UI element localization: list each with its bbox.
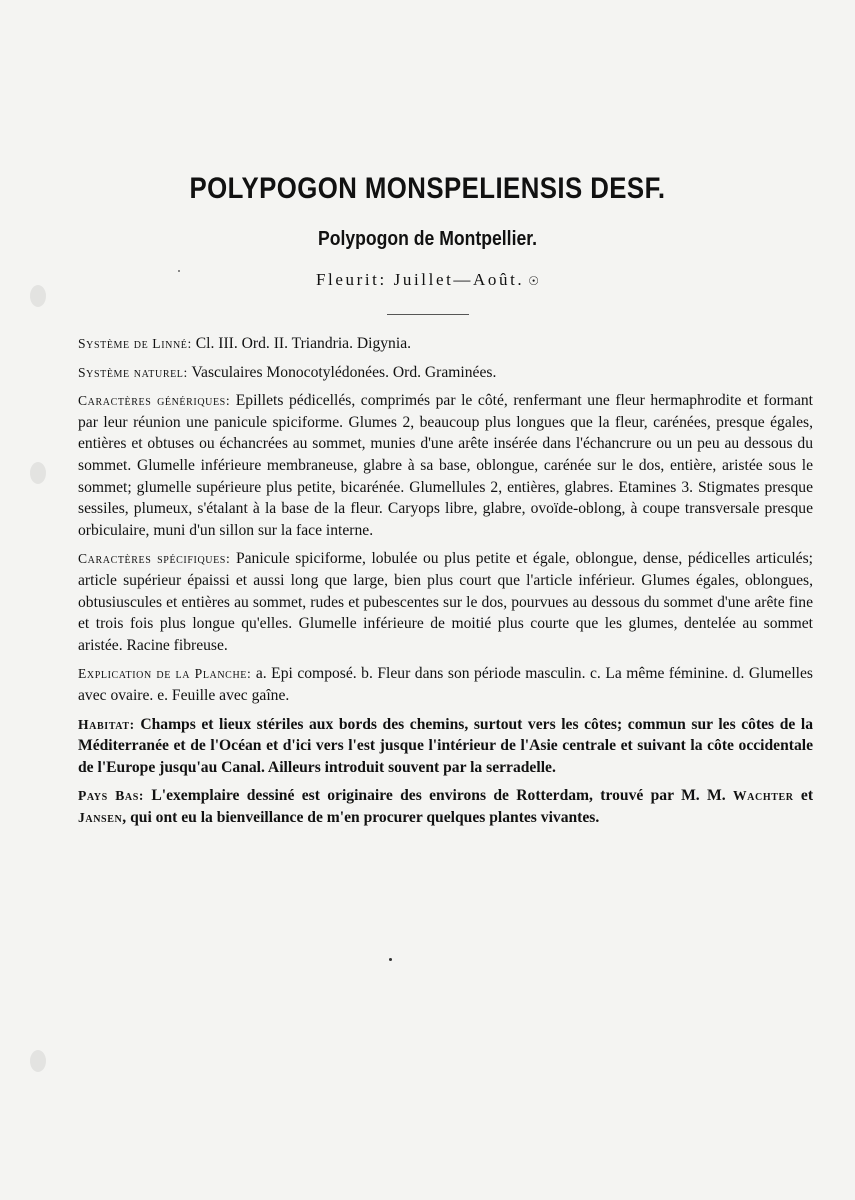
section-lead: Explication de la Planche: [78, 666, 252, 682]
section-specifiques [78, 548, 813, 656]
title-divider [387, 314, 469, 315]
page-subtitle: Polypogon de Montpellier. [317, 228, 538, 250]
flowering-text: Fleurit: Juillet—Août. [315, 270, 525, 289]
section-text: Cl. III. Ord. II. Triandria. Digynia. [191, 335, 412, 352]
paper-smudge [30, 462, 46, 484]
section-lead: Habitat: [78, 716, 135, 732]
section-generiques [78, 390, 813, 541]
section-naturel [78, 362, 813, 384]
page-dot-mark [389, 958, 392, 961]
section-habitat [78, 714, 813, 779]
section-lead: Système de Linné: [78, 336, 192, 351]
description-body [78, 333, 813, 835]
page-title: POLYPOGON MONSPELIENSIS DESF. [189, 172, 666, 205]
section-text: L'exemplaire dessiné est originaire des environs de Rotterdam, trouvé par M. M. [144, 787, 733, 805]
section-text: a. Epi composé. b. Fleur dans son période masculin. c. La même féminine. d. Glumelles avec ovaire. e. Feuille avec gaîne. [78, 665, 813, 704]
person-name: Wachter [732, 788, 794, 804]
section-lead: Pays Bas: [78, 788, 145, 804]
section-pays-bas [78, 785, 813, 828]
section-lead: Caractères spécifiques: [78, 551, 231, 567]
section-text: Champs et lieux stériles aux bords des chemins, surtout vers les côtes; commun sur les côtes de la Méditerranée et de l'Océan et d'ici vers l'est jusque l'intérieur de l'Asie centrale et suivant la côte occidentale de l'Europe jusqu'au Canal. Ailleurs introduit souvent par la serradelle. [78, 715, 813, 776]
section-lead: Caractères génériques: [78, 393, 231, 409]
section-text: Epillets pédicellés, comprimés par le côté, renfermant une fleur hermaphrodite et formant par leur réunion une panicule spiciforme. Glumes 2, beaucoup plus longues que la fleur, carénées, presque égales, entières et obtuses ou échancrées au sommet, munies d'une arête insérée dans l'échancrure ou un peu au dessous du sommet. Glumelle inférieure membraneuse, glabre à sa base, oblongue, carénée sur le dos, entière, aristée sous le sommet; glumelle supérieure plus petite, bicarénée. Glumellules 2, entières, glabres. Etamines 3. Stigmates presque sessiles, plumeux, s'étalant à la base de la fleur. Caryops libre, glabre, ovoïde-oblong, à coupe transversale presque orbiculaire, muni d'un sillon sur la face interne. [78, 392, 813, 539]
section-text: et [793, 787, 814, 805]
section-text: Vasculaires Monocotylédonées. Ord. Graminées. [187, 363, 497, 381]
section-text: , qui ont eu la bienveillance de m'en procurer quelques plantes vivantes. [122, 808, 600, 826]
section-lead: Système naturel: [78, 364, 188, 380]
section-text: Panicule spiciforme, lobulée ou plus petite et égale, oblongue, dense, pédicelles articulés; article supérieur épaissi et aussi long que large, bien plus court que l'article inférieur. Glumes égales, oblongues, obtusiuscules et entières au sommet, rudes et pubescentes sur le dos, pourvues au dessous du sommet d'une arête fine et trois fois plus longue qu'elles. Glumelle inférieure de moitié plus courte que les glumes, dentelée au sommet aristée. Racine fibreuse. [78, 550, 814, 654]
section-explication [78, 663, 813, 706]
section-linne [78, 333, 813, 355]
paper-smudge [30, 1050, 46, 1072]
flowering-period [0, 270, 855, 290]
annual-symbol-icon: ☉ [528, 274, 540, 288]
person-name: Jansen [78, 809, 123, 825]
